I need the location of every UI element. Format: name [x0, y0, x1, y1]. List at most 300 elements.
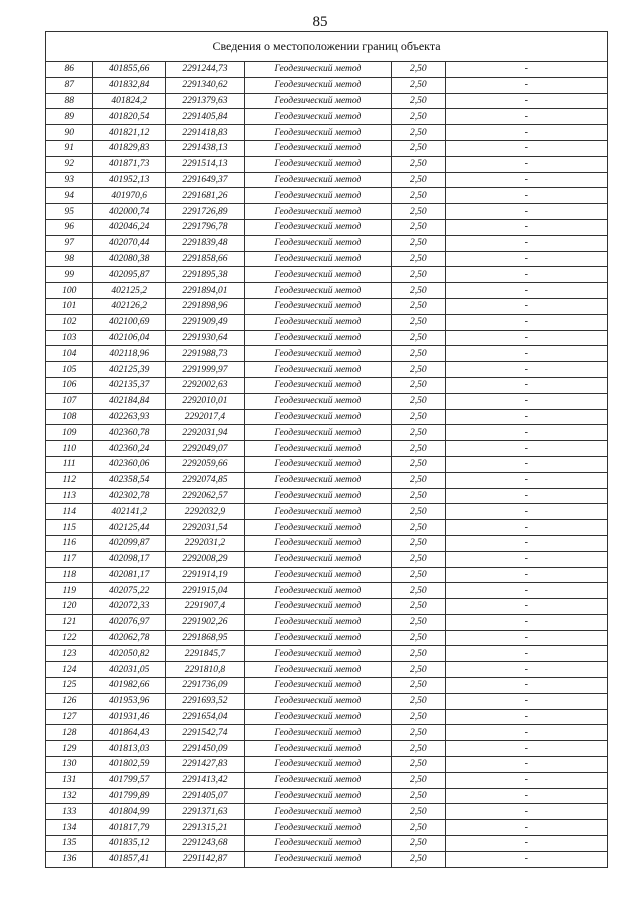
description-cell: - [445, 109, 607, 125]
method-cell: Геодезический метод [244, 93, 391, 109]
method-cell: Геодезический метод [244, 204, 391, 220]
accuracy-cell: 2,50 [392, 188, 445, 204]
method-cell: Геодезический метод [244, 567, 391, 583]
description-cell: - [445, 472, 607, 488]
x-coordinate-cell: 402081,17 [93, 567, 166, 583]
point-number-cell: 90 [46, 125, 93, 141]
x-coordinate-cell: 402062,78 [93, 630, 166, 646]
page-number: 85 [312, 14, 328, 30]
method-cell: Геодезический метод [244, 836, 391, 852]
method-cell: Геодезический метод [244, 662, 391, 678]
accuracy-cell: 2,50 [392, 820, 445, 836]
accuracy-cell: 2,50 [392, 709, 445, 725]
x-coordinate-cell: 402100,69 [93, 314, 166, 330]
x-coordinate-cell: 401952,13 [93, 172, 166, 188]
x-coordinate-cell: 402000,74 [93, 204, 166, 220]
description-cell: - [445, 346, 607, 362]
x-coordinate-cell: 402046,24 [93, 219, 166, 235]
y-coordinate-cell: 2291405,07 [166, 788, 245, 804]
point-number-cell: 95 [46, 204, 93, 220]
accuracy-cell: 2,50 [392, 441, 445, 457]
table-row [46, 772, 608, 788]
description-cell: - [445, 757, 607, 773]
point-number-cell: 96 [46, 219, 93, 235]
point-number-cell: 132 [46, 788, 93, 804]
accuracy-cell: 2,50 [392, 204, 445, 220]
method-cell: Геодезический метод [244, 583, 391, 599]
point-number-cell: 112 [46, 472, 93, 488]
x-coordinate-cell: 402098,17 [93, 551, 166, 567]
boundary-coordinates-table [45, 31, 608, 868]
point-number-cell: 123 [46, 646, 93, 662]
table-row [46, 251, 608, 267]
table-row [46, 520, 608, 536]
point-number-cell: 93 [46, 172, 93, 188]
y-coordinate-cell: 2291999,97 [166, 362, 245, 378]
x-coordinate-cell: 402075,22 [93, 583, 166, 599]
point-number-cell: 110 [46, 441, 93, 457]
method-cell: Геодезический метод [244, 772, 391, 788]
point-number-cell: 88 [46, 93, 93, 109]
y-coordinate-cell: 2291736,09 [166, 678, 245, 694]
accuracy-cell: 2,50 [392, 583, 445, 599]
table-row [46, 488, 608, 504]
table-row [46, 456, 608, 472]
description-cell: - [445, 836, 607, 852]
x-coordinate-cell: 402360,06 [93, 456, 166, 472]
x-coordinate-cell: 401799,57 [93, 772, 166, 788]
point-number-cell: 106 [46, 377, 93, 393]
y-coordinate-cell: 2292032,9 [166, 504, 245, 520]
accuracy-cell: 2,50 [392, 662, 445, 678]
table-row [46, 93, 608, 109]
accuracy-cell: 2,50 [392, 393, 445, 409]
method-cell: Геодезический метод [244, 77, 391, 93]
description-cell: - [445, 851, 607, 867]
accuracy-cell: 2,50 [392, 330, 445, 346]
description-cell: - [445, 804, 607, 820]
point-number-cell: 133 [46, 804, 93, 820]
x-coordinate-cell: 401799,89 [93, 788, 166, 804]
x-coordinate-cell: 402135,37 [93, 377, 166, 393]
point-number-cell: 124 [46, 662, 93, 678]
y-coordinate-cell: 2291654,04 [166, 709, 245, 725]
point-number-cell: 105 [46, 362, 93, 378]
description-cell: - [445, 409, 607, 425]
y-coordinate-cell: 2291894,01 [166, 283, 245, 299]
x-coordinate-cell: 402125,44 [93, 520, 166, 536]
description-cell: - [445, 504, 607, 520]
description-cell: - [445, 219, 607, 235]
x-coordinate-cell: 401813,03 [93, 741, 166, 757]
table-row [46, 314, 608, 330]
x-coordinate-cell: 402184,84 [93, 393, 166, 409]
accuracy-cell: 2,50 [392, 456, 445, 472]
x-coordinate-cell: 401817,79 [93, 820, 166, 836]
table-row [46, 140, 608, 156]
method-cell: Геодезический метод [244, 757, 391, 773]
x-coordinate-cell: 401820,54 [93, 109, 166, 125]
description-cell: - [445, 583, 607, 599]
table-row [46, 377, 608, 393]
method-cell: Геодезический метод [244, 630, 391, 646]
table-row [46, 804, 608, 820]
accuracy-cell: 2,50 [392, 77, 445, 93]
method-cell: Геодезический метод [244, 425, 391, 441]
description-cell: - [445, 93, 607, 109]
x-coordinate-cell: 401821,12 [93, 125, 166, 141]
table-row [46, 267, 608, 283]
description-cell: - [445, 314, 607, 330]
x-coordinate-cell: 402072,33 [93, 599, 166, 615]
method-cell: Геодезический метод [244, 678, 391, 694]
x-coordinate-cell: 402358,54 [93, 472, 166, 488]
accuracy-cell: 2,50 [392, 630, 445, 646]
point-number-cell: 131 [46, 772, 93, 788]
y-coordinate-cell: 2291909,49 [166, 314, 245, 330]
description-cell: - [445, 646, 607, 662]
description-cell: - [445, 125, 607, 141]
point-number-cell: 128 [46, 725, 93, 741]
description-cell: - [445, 788, 607, 804]
accuracy-cell: 2,50 [392, 520, 445, 536]
description-cell: - [445, 441, 607, 457]
accuracy-cell: 2,50 [392, 788, 445, 804]
description-cell: - [445, 488, 607, 504]
accuracy-cell: 2,50 [392, 804, 445, 820]
method-cell: Геодезический метод [244, 172, 391, 188]
point-number-cell: 136 [46, 851, 93, 867]
y-coordinate-cell: 2291142,87 [166, 851, 245, 867]
table-row [46, 346, 608, 362]
y-coordinate-cell: 2291243,68 [166, 836, 245, 852]
table-row [46, 156, 608, 172]
point-number-cell: 109 [46, 425, 93, 441]
y-coordinate-cell: 2292031,54 [166, 520, 245, 536]
y-coordinate-cell: 2292074,85 [166, 472, 245, 488]
y-coordinate-cell: 2291868,95 [166, 630, 245, 646]
x-coordinate-cell: 401982,66 [93, 678, 166, 694]
y-coordinate-cell: 2291810,8 [166, 662, 245, 678]
x-coordinate-cell: 402106,04 [93, 330, 166, 346]
boundary-table-frame [45, 31, 608, 868]
table-row [46, 599, 608, 615]
method-cell: Геодезический метод [244, 535, 391, 551]
y-coordinate-cell: 2291542,74 [166, 725, 245, 741]
table-row [46, 757, 608, 773]
point-number-cell: 117 [46, 551, 93, 567]
table-row [46, 662, 608, 678]
point-number-cell: 130 [46, 757, 93, 773]
accuracy-cell: 2,50 [392, 62, 445, 78]
y-coordinate-cell: 2291845,7 [166, 646, 245, 662]
method-cell: Геодезический метод [244, 362, 391, 378]
accuracy-cell: 2,50 [392, 551, 445, 567]
description-cell: - [445, 820, 607, 836]
y-coordinate-cell: 2291379,63 [166, 93, 245, 109]
description-cell: - [445, 140, 607, 156]
method-cell: Геодезический метод [244, 520, 391, 536]
description-cell: - [445, 251, 607, 267]
method-cell: Геодезический метод [244, 62, 391, 78]
method-cell: Геодезический метод [244, 298, 391, 314]
y-coordinate-cell: 2291858,66 [166, 251, 245, 267]
description-cell: - [445, 425, 607, 441]
description-cell: - [445, 393, 607, 409]
description-cell: - [445, 772, 607, 788]
y-coordinate-cell: 2292031,2 [166, 535, 245, 551]
point-number-cell: 121 [46, 614, 93, 630]
method-cell: Геодезический метод [244, 725, 391, 741]
table-title: Сведения о местоположении границ объекта [46, 32, 608, 62]
y-coordinate-cell: 2291726,89 [166, 204, 245, 220]
description-cell: - [445, 456, 607, 472]
point-number-cell: 113 [46, 488, 93, 504]
method-cell: Геодезический метод [244, 235, 391, 251]
accuracy-cell: 2,50 [392, 346, 445, 362]
x-coordinate-cell: 401835,12 [93, 836, 166, 852]
method-cell: Геодезический метод [244, 851, 391, 867]
method-cell: Геодезический метод [244, 488, 391, 504]
y-coordinate-cell: 2291907,4 [166, 599, 245, 615]
table-row [46, 709, 608, 725]
table-row [46, 741, 608, 757]
accuracy-cell: 2,50 [392, 567, 445, 583]
accuracy-cell: 2,50 [392, 535, 445, 551]
x-coordinate-cell: 402141,2 [93, 504, 166, 520]
y-coordinate-cell: 2291681,26 [166, 188, 245, 204]
table-row [46, 362, 608, 378]
description-cell: - [445, 77, 607, 93]
table-row [46, 172, 608, 188]
method-cell: Геодезический метод [244, 219, 391, 235]
method-cell: Геодезический метод [244, 156, 391, 172]
method-cell: Геодезический метод [244, 346, 391, 362]
x-coordinate-cell: 401871,73 [93, 156, 166, 172]
table-row [46, 630, 608, 646]
table-row [46, 851, 608, 867]
method-cell: Геодезический метод [244, 472, 391, 488]
point-number-cell: 120 [46, 599, 93, 615]
x-coordinate-cell: 402126,2 [93, 298, 166, 314]
accuracy-cell: 2,50 [392, 377, 445, 393]
description-cell: - [445, 267, 607, 283]
table-row [46, 725, 608, 741]
description-cell: - [445, 741, 607, 757]
method-cell: Геодезический метод [244, 140, 391, 156]
accuracy-cell: 2,50 [392, 251, 445, 267]
accuracy-cell: 2,50 [392, 678, 445, 694]
method-cell: Геодезический метод [244, 251, 391, 267]
y-coordinate-cell: 2291514,13 [166, 156, 245, 172]
method-cell: Геодезический метод [244, 646, 391, 662]
method-cell: Геодезический метод [244, 693, 391, 709]
method-cell: Геодезический метод [244, 804, 391, 820]
method-cell: Геодезический метод [244, 788, 391, 804]
method-cell: Геодезический метод [244, 504, 391, 520]
x-coordinate-cell: 401832,84 [93, 77, 166, 93]
table-row [46, 646, 608, 662]
x-coordinate-cell: 401829,83 [93, 140, 166, 156]
x-coordinate-cell: 402118,96 [93, 346, 166, 362]
table-row [46, 188, 608, 204]
description-cell: - [445, 662, 607, 678]
y-coordinate-cell: 2291693,52 [166, 693, 245, 709]
description-cell: - [445, 551, 607, 567]
table-row [46, 330, 608, 346]
point-number-cell: 114 [46, 504, 93, 520]
method-cell: Геодезический метод [244, 393, 391, 409]
point-number-cell: 92 [46, 156, 93, 172]
y-coordinate-cell: 2291438,13 [166, 140, 245, 156]
description-cell: - [445, 725, 607, 741]
description-cell: - [445, 188, 607, 204]
y-coordinate-cell: 2292008,29 [166, 551, 245, 567]
point-number-cell: 125 [46, 678, 93, 694]
x-coordinate-cell: 402360,24 [93, 441, 166, 457]
accuracy-cell: 2,50 [392, 219, 445, 235]
table-row [46, 219, 608, 235]
accuracy-cell: 2,50 [392, 140, 445, 156]
point-number-cell: 101 [46, 298, 93, 314]
x-coordinate-cell: 401970,6 [93, 188, 166, 204]
method-cell: Геодезический метод [244, 441, 391, 457]
description-cell: - [445, 567, 607, 583]
x-coordinate-cell: 402302,78 [93, 488, 166, 504]
y-coordinate-cell: 2291796,78 [166, 219, 245, 235]
accuracy-cell: 2,50 [392, 504, 445, 520]
table-row [46, 125, 608, 141]
point-number-cell: 118 [46, 567, 93, 583]
y-coordinate-cell: 2291427,83 [166, 757, 245, 773]
description-cell: - [445, 709, 607, 725]
y-coordinate-cell: 2292062,57 [166, 488, 245, 504]
point-number-cell: 116 [46, 535, 93, 551]
x-coordinate-cell: 402125,39 [93, 362, 166, 378]
y-coordinate-cell: 2291340,62 [166, 77, 245, 93]
x-coordinate-cell: 402095,87 [93, 267, 166, 283]
description-cell: - [445, 156, 607, 172]
accuracy-cell: 2,50 [392, 362, 445, 378]
method-cell: Геодезический метод [244, 267, 391, 283]
accuracy-cell: 2,50 [392, 741, 445, 757]
table-row [46, 567, 608, 583]
point-number-cell: 89 [46, 109, 93, 125]
accuracy-cell: 2,50 [392, 725, 445, 741]
accuracy-cell: 2,50 [392, 235, 445, 251]
description-cell: - [445, 535, 607, 551]
accuracy-cell: 2,50 [392, 836, 445, 852]
description-cell: - [445, 678, 607, 694]
point-number-cell: 111 [46, 456, 93, 472]
x-coordinate-cell: 402070,44 [93, 235, 166, 251]
method-cell: Геодезический метод [244, 377, 391, 393]
table-row [46, 425, 608, 441]
description-cell: - [445, 614, 607, 630]
x-coordinate-cell: 401804,99 [93, 804, 166, 820]
point-number-cell: 119 [46, 583, 93, 599]
y-coordinate-cell: 2291418,83 [166, 125, 245, 141]
accuracy-cell: 2,50 [392, 283, 445, 299]
accuracy-cell: 2,50 [392, 93, 445, 109]
description-cell: - [445, 630, 607, 646]
point-number-cell: 135 [46, 836, 93, 852]
y-coordinate-cell: 2291930,64 [166, 330, 245, 346]
table-row [46, 535, 608, 551]
method-cell: Геодезический метод [244, 314, 391, 330]
x-coordinate-cell: 401824,2 [93, 93, 166, 109]
table-row [46, 283, 608, 299]
accuracy-cell: 2,50 [392, 125, 445, 141]
table-row [46, 820, 608, 836]
description-cell: - [445, 362, 607, 378]
table-row [46, 298, 608, 314]
accuracy-cell: 2,50 [392, 298, 445, 314]
point-number-cell: 126 [46, 693, 93, 709]
point-number-cell: 97 [46, 235, 93, 251]
x-coordinate-cell: 402263,93 [93, 409, 166, 425]
y-coordinate-cell: 2291988,73 [166, 346, 245, 362]
method-cell: Геодезический метод [244, 188, 391, 204]
table-row [46, 235, 608, 251]
description-cell: - [445, 62, 607, 78]
accuracy-cell: 2,50 [392, 172, 445, 188]
point-number-cell: 87 [46, 77, 93, 93]
x-coordinate-cell: 402125,2 [93, 283, 166, 299]
y-coordinate-cell: 2291914,19 [166, 567, 245, 583]
point-number-cell: 103 [46, 330, 93, 346]
description-cell: - [445, 235, 607, 251]
accuracy-cell: 2,50 [392, 599, 445, 615]
y-coordinate-cell: 2291649,37 [166, 172, 245, 188]
accuracy-cell: 2,50 [392, 693, 445, 709]
table-row [46, 204, 608, 220]
table-row [46, 77, 608, 93]
accuracy-cell: 2,50 [392, 472, 445, 488]
y-coordinate-cell: 2292002,63 [166, 377, 245, 393]
method-cell: Геодезический метод [244, 283, 391, 299]
table-body [46, 62, 608, 868]
table-row [46, 614, 608, 630]
accuracy-cell: 2,50 [392, 156, 445, 172]
method-cell: Геодезический метод [244, 741, 391, 757]
x-coordinate-cell: 401931,46 [93, 709, 166, 725]
point-number-cell: 104 [46, 346, 93, 362]
point-number-cell: 94 [46, 188, 93, 204]
point-number-cell: 122 [46, 630, 93, 646]
method-cell: Геодезический метод [244, 456, 391, 472]
point-number-cell: 134 [46, 820, 93, 836]
y-coordinate-cell: 2291244,73 [166, 62, 245, 78]
table-row [46, 693, 608, 709]
y-coordinate-cell: 2292017,4 [166, 409, 245, 425]
y-coordinate-cell: 2291450,09 [166, 741, 245, 757]
y-coordinate-cell: 2292049,07 [166, 441, 245, 457]
accuracy-cell: 2,50 [392, 646, 445, 662]
method-cell: Геодезический метод [244, 125, 391, 141]
y-coordinate-cell: 2291915,04 [166, 583, 245, 599]
y-coordinate-cell: 2291895,38 [166, 267, 245, 283]
table-row [46, 109, 608, 125]
y-coordinate-cell: 2291371,63 [166, 804, 245, 820]
x-coordinate-cell: 401802,59 [93, 757, 166, 773]
description-cell: - [445, 172, 607, 188]
y-coordinate-cell: 2292031,94 [166, 425, 245, 441]
method-cell: Геодезический метод [244, 709, 391, 725]
table-row [46, 62, 608, 78]
accuracy-cell: 2,50 [392, 488, 445, 504]
point-number-cell: 127 [46, 709, 93, 725]
